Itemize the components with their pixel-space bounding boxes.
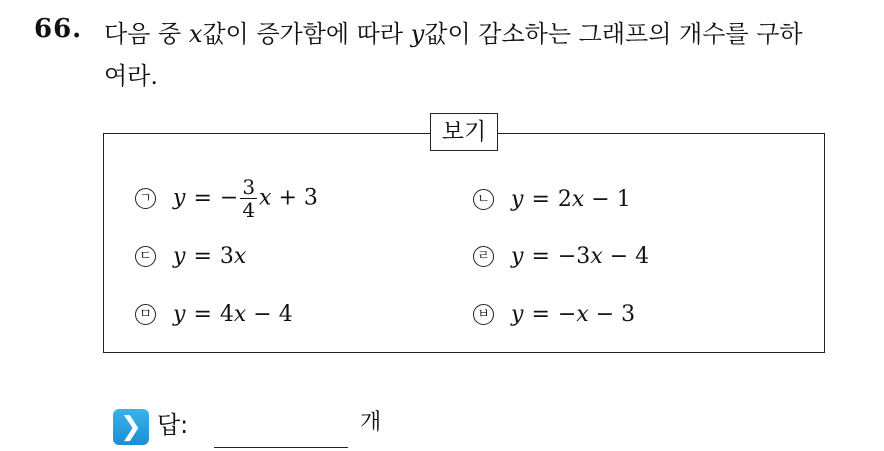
equation: y = 3x [173, 244, 247, 269]
question-text-line-1: 다음 중 x값이 증가함에 따라 y값이 감소하는 그래프의 개수를 구하 [104, 20, 803, 48]
chevron-right-icon: ❯ [113, 409, 149, 445]
example-item-4 [473, 244, 649, 269]
answer-unit: 개 [360, 410, 382, 435]
equation: y = 4x − 4 [173, 302, 293, 327]
example-item-6 [473, 302, 635, 327]
circled-marker: ㄷ [135, 246, 156, 267]
example-item-5 [135, 302, 293, 327]
fraction: $\frac{3}{4}$ [242, 175, 256, 222]
example-box-title: 보기 [430, 113, 498, 151]
circled-marker: ㅂ [473, 304, 494, 325]
circled-marker: ㄹ [473, 246, 494, 267]
circled-marker: ㄱ [135, 188, 156, 209]
variable-x: x [188, 20, 203, 48]
circled-marker: ㄴ [473, 189, 494, 210]
answer-blank[interactable] [214, 447, 348, 448]
equation: y = − $\frac{3}{4}$ x + 3 [173, 175, 318, 222]
equation: y = −x − 3 [511, 302, 636, 327]
equation: y = −3x − 4 [511, 244, 650, 269]
question-text-line-2: 여라. [104, 62, 158, 90]
circled-marker: ㅁ [135, 304, 156, 325]
answer-label: 답: [157, 411, 189, 439]
question-number: 66. [34, 14, 83, 44]
example-item-2 [473, 187, 631, 212]
equation: y = 2x − 1 [511, 187, 631, 212]
example-item-3 [135, 244, 246, 269]
example-item-1 [135, 176, 318, 221]
variable-y: y [410, 20, 425, 48]
